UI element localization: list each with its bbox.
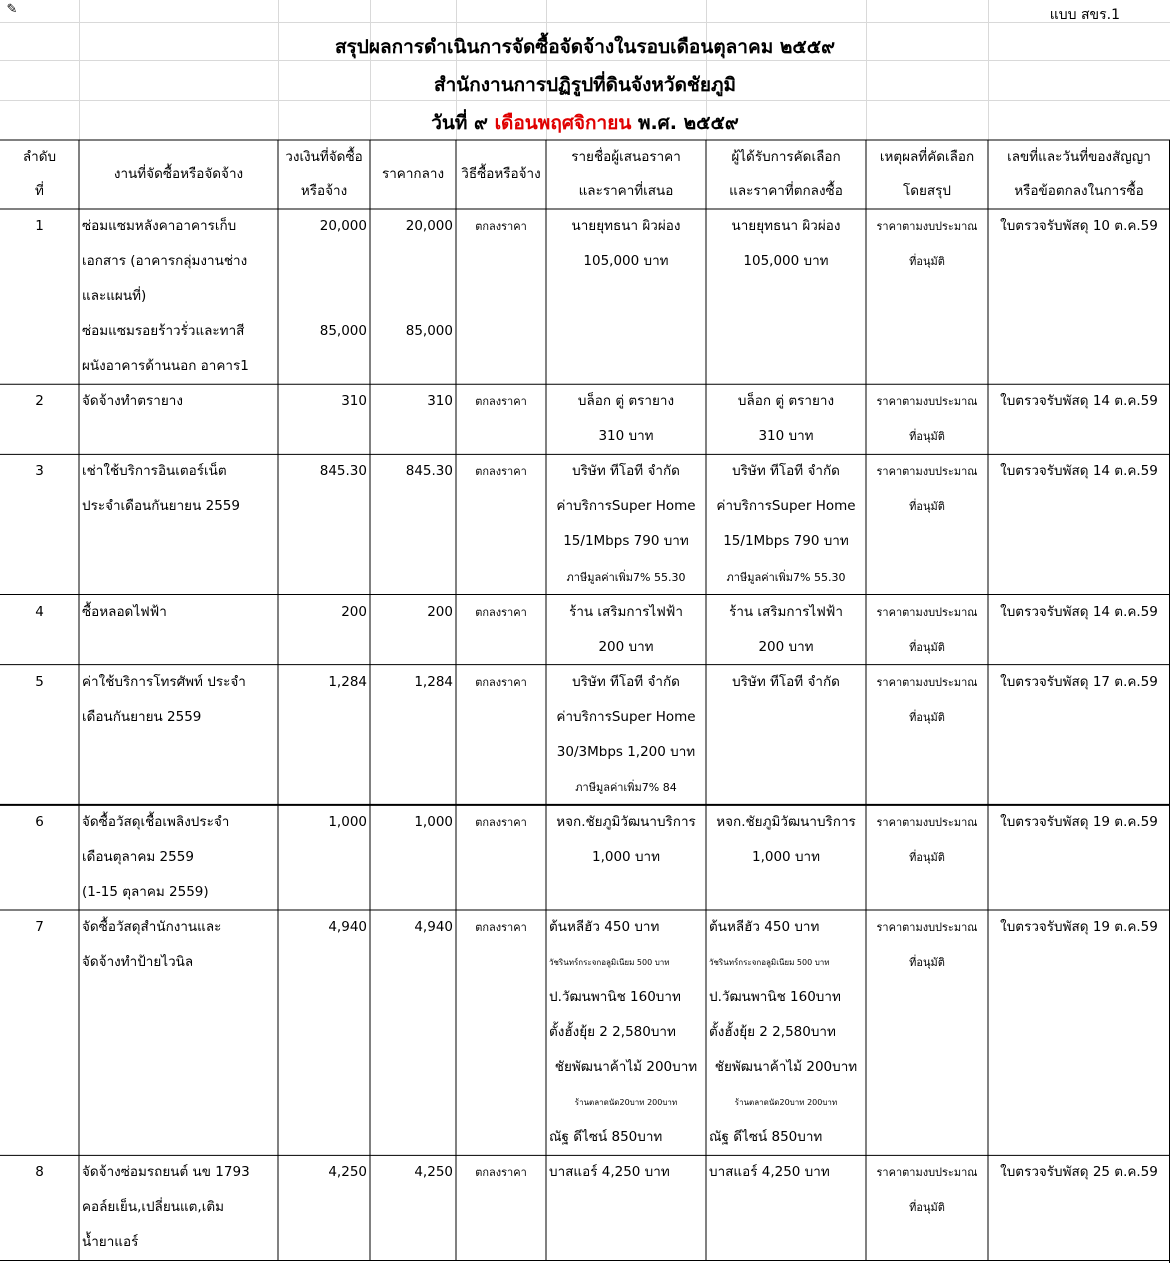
header-method: วิธีซื้อหรือจ้าง — [461, 166, 541, 182]
header-contract: หรือข้อตกลงในการซื้อ — [1014, 183, 1144, 199]
procurement-method: ตกลงราคา — [475, 220, 527, 233]
selection-reason: ราคาตามงบประมาณ — [876, 220, 978, 233]
contract-reference: ใบตรวจรับพัสดุ 14 ต.ค.59 — [1000, 603, 1158, 620]
work-description: ค่าใช้บริการโทรศัพท์ ประจำ — [82, 673, 246, 690]
procurement-method: ตกลงราคา — [475, 395, 527, 409]
median-price: 4,250 — [414, 1164, 453, 1181]
procurement-method: ตกลงราคา — [475, 921, 527, 934]
median-price: 200 — [427, 603, 453, 620]
bidder-line: บาสแอร์ 4,250 บาท — [549, 1164, 670, 1181]
office-name: สำนักงานการปฏิรูปที่ดินจังหวัดชัยภูมิ — [433, 74, 737, 96]
work-description: จัดซื้อวัสดุเชื้อเพลิงประจำ — [82, 813, 230, 830]
selected-line: 15/1Mbps 790 บาท — [723, 533, 849, 550]
row-number: 2 — [35, 393, 44, 410]
header-no: ที่ — [35, 183, 44, 199]
selection-reason: ราคาตามงบประมาณ — [876, 465, 978, 479]
work-description: ซ่อมแซมรอยร้าวรั่วและทาสี — [82, 323, 245, 340]
contract-reference: ใบตรวจรับพัสดุ 10 ต.ค.59 — [1000, 218, 1158, 234]
median-price: 845.30 — [405, 463, 453, 480]
work-description: จัดจ้างทำป้ายไวนิล — [82, 954, 194, 971]
bidder-line: ค่าบริการSuper Home — [556, 708, 696, 725]
bidder-line: ภาษีมูลค่าเพิ่ม7% 84 — [575, 780, 677, 794]
selected-line: ชัยพัฒนาค้าไม้ 200บาท — [714, 1059, 858, 1076]
bidder-line: 30/3Mbps 1,200 บาท — [556, 743, 696, 760]
work-description: ซื้อหลอดไฟฟ้า — [82, 603, 167, 620]
selected-line: ภาษีมูลค่าเพิ่ม7% 55.30 — [726, 570, 846, 584]
row-number: 6 — [35, 813, 44, 830]
bidder-line: ป.วัฒนพานิช 160บาท — [549, 989, 681, 1006]
selection-reason: ที่อนุมัติ — [909, 430, 945, 444]
work-description: จัดซื้อวัสดุสำนักงานและ — [82, 919, 222, 935]
pencil-note-icon[interactable]: ✎ — [6, 2, 18, 17]
header-no: ลำดับ — [22, 149, 57, 165]
work-description: เดือนตุลาคม 2559 — [82, 848, 194, 865]
work-description: ประจำเดือนกันยายน 2559 — [82, 498, 240, 515]
form-code: แบบ สขร.1 — [1049, 7, 1120, 23]
work-description: และแผนที่) — [82, 288, 147, 305]
median-price: 310 — [427, 393, 453, 410]
median-price: 1,000 — [414, 813, 453, 830]
work-description: จัดจ้างทำตรายาง — [82, 393, 183, 410]
header-bidders: และราคาที่เสนอ — [578, 183, 674, 199]
budget-amount: 4,940 — [328, 919, 367, 935]
work-description: เดือนกันยายน 2559 — [82, 708, 202, 725]
work-description: น้ำยาแอร์ — [82, 1234, 139, 1251]
bidder-line: ต้นหลีฮัว 450 บาท — [549, 919, 660, 935]
bidder-line: วัชรินทร์กระจกอลูมิเนียม 500 บาท — [549, 958, 670, 968]
date-year: พ.ศ. ๒๕๕๙ — [637, 112, 739, 134]
contract-reference: ใบตรวจรับพัสดุ 25 ต.ค.59 — [1000, 1164, 1158, 1181]
bidder-line: 310 บาท — [598, 428, 654, 445]
work-description: คอล์ยเย็น,เปลี่ยนแต,เติม — [82, 1199, 225, 1216]
selection-reason: ราคาตามงบประมาณ — [876, 605, 978, 619]
selected-line: 200 บาท — [758, 638, 814, 655]
bidder-line: ภาษีมูลค่าเพิ่ม7% 55.30 — [566, 570, 686, 584]
selected-line: 105,000 บาท — [743, 253, 829, 270]
procurement-method: ตกลงราคา — [475, 1166, 527, 1180]
median-price: 1,284 — [414, 673, 453, 690]
header-reason: เหตุผลที่คัดเลือก — [879, 149, 975, 165]
procurement-method: ตกลงราคา — [475, 605, 527, 619]
selection-reason: ที่อนุมัติ — [909, 500, 945, 514]
budget-amount: 845.30 — [319, 463, 367, 480]
work-description: เช่าใช้บริการอินเตอร์เน็ต — [82, 463, 227, 480]
median-price: 20,000 — [405, 218, 453, 234]
header-selected: ผู้ได้รับการคัดเลือก — [731, 149, 841, 165]
date-month: เดือนพฤศจิกายน — [494, 112, 632, 134]
selected-line: ป.วัฒนพานิช 160บาท — [709, 989, 841, 1006]
median-price: 4,940 — [414, 919, 453, 935]
bidder-line: 200 บาท — [598, 638, 654, 655]
budget-amount: 200 — [341, 603, 367, 620]
header-budget: หรือจ้าง — [300, 183, 348, 199]
work-description: ผนังอาคารด้านนอก อาคาร1 — [82, 358, 249, 375]
bidder-line: บล็อก ตู่ ตรายาง — [577, 393, 675, 410]
row-number: 8 — [35, 1164, 44, 1181]
work-description: ซ่อมแซมหลังคาอาคารเก็บ — [82, 218, 237, 234]
header-work: งานที่จัดซื้อหรือจัดจ้าง — [113, 166, 244, 182]
bidder-line: ค่าบริการSuper Home — [556, 498, 696, 515]
bidder-line: บริษัท ทีโอที จำกัด — [572, 673, 680, 690]
selected-line: หจก.ชัยภูมิวัฒนาบริการ — [716, 813, 856, 830]
bidder-line: บริษัท ทีโอที จำกัด — [572, 463, 680, 480]
row-number: 5 — [35, 673, 44, 690]
document-title: สรุปผลการดำเนินการจัดซื้อจัดจ้างในรอบเดือนตุลาคม ๒๕๕๙ — [334, 36, 836, 58]
bidder-line: หจก.ชัยภูมิวัฒนาบริการ — [556, 813, 696, 830]
median-price: 85,000 — [405, 323, 453, 340]
selection-reason: ที่อนุมัติ — [909, 255, 945, 269]
selected-line: บริษัท ทีโอที จำกัด — [732, 673, 840, 690]
procurement-method: ตกลงราคา — [475, 465, 527, 479]
selection-reason: ราคาตามงบประมาณ — [876, 921, 978, 934]
budget-amount: 310 — [341, 393, 367, 410]
contract-reference: ใบตรวจรับพัสดุ 17 ต.ค.59 — [1000, 673, 1158, 690]
bidder-line: 105,000 บาท — [583, 253, 669, 270]
selection-reason: ราคาตามงบประมาณ — [876, 675, 978, 689]
selected-line: ร้านตลาดนัด20บาท 200บาท — [734, 1098, 838, 1108]
header-reason: โดยสรุป — [903, 183, 951, 199]
row-number: 3 — [35, 463, 44, 480]
bidder-line: นายยุทธนา ผิวผ่อง — [571, 218, 681, 234]
selection-reason: ที่อนุมัติ — [909, 640, 945, 654]
bidder-line: ร้าน เสริมการไฟฟ้า — [569, 603, 683, 620]
selected-line: 1,000 บาท — [752, 848, 820, 865]
selected-line: ค่าบริการSuper Home — [716, 498, 856, 515]
selected-line: วัชรินทร์กระจกอลูมิเนียม 500 บาท — [709, 958, 830, 968]
work-description: เอกสาร (อาคารกลุ่มงานช่าง — [82, 253, 248, 270]
bidder-line: 15/1Mbps 790 บาท — [563, 533, 689, 550]
header-bidders: รายชื่อผู้เสนอราคา — [571, 149, 681, 165]
header-budget: วงเงินที่จัดซื้อ — [285, 149, 363, 165]
budget-amount: 85,000 — [319, 323, 367, 340]
work-description: (1-15 ตุลาคม 2559) — [82, 883, 209, 900]
header-selected: และราคาที่ตกลงซื้อ — [729, 183, 843, 199]
selection-reason: ที่อนุมัติ — [909, 710, 945, 724]
budget-amount: 1,284 — [328, 673, 367, 690]
selection-reason: ราคาตามงบประมาณ — [876, 1166, 978, 1180]
bidder-line: ตั้งฮั้งยุ้ย 2 2,580บาท — [549, 1024, 676, 1041]
selection-reason: ราคาตามงบประมาณ — [876, 395, 978, 409]
bidder-line: 1,000 บาท — [592, 848, 660, 865]
contract-reference: ใบตรวจรับพัสดุ 14 ต.ค.59 — [1000, 393, 1158, 410]
budget-amount: 4,250 — [328, 1164, 367, 1181]
selected-line: บาสแอร์ 4,250 บาท — [709, 1164, 830, 1181]
selected-line: บล็อก ตู่ ตรายาง — [737, 393, 835, 410]
selection-reason: ราคาตามงบประมาณ — [876, 815, 978, 829]
procurement-method: ตกลงราคา — [475, 815, 527, 829]
bidder-line: ร้านตลาดนัด20บาท 200บาท — [574, 1098, 678, 1108]
header-contract: เลขที่และวันที่ของสัญญา — [1007, 149, 1151, 165]
selected-line: ตั้งฮั้งยุ้ย 2 2,580บาท — [709, 1024, 836, 1041]
selected-line: นายยุทธนา ผิวผ่อง — [731, 218, 841, 234]
selection-reason: ที่อนุมัติ — [909, 1201, 945, 1215]
contract-reference: ใบตรวจรับพัสดุ 19 ต.ค.59 — [1000, 919, 1158, 935]
row-number: 1 — [35, 218, 44, 234]
selected-line: 310 บาท — [758, 428, 814, 445]
selected-line: ต้นหลีฮัว 450 บาท — [709, 919, 820, 935]
bidder-line: ชัยพัฒนาค้าไม้ 200บาท — [554, 1059, 698, 1076]
procurement-method: ตกลงราคา — [475, 675, 527, 689]
bidder-line: ณัฐ ดีไซน์ 850บาท — [549, 1129, 663, 1146]
selection-reason: ที่อนุมัติ — [909, 850, 945, 864]
date-day: วันที่ ๙ — [431, 112, 488, 134]
budget-amount: 20,000 — [319, 218, 367, 234]
selected-line: บริษัท ทีโอที จำกัด — [732, 463, 840, 480]
selected-line: ร้าน เสริมการไฟฟ้า — [729, 603, 843, 620]
contract-reference: ใบตรวจรับพัสดุ 14 ต.ค.59 — [1000, 463, 1158, 480]
selected-line: ณัฐ ดีไซน์ 850บาท — [709, 1129, 823, 1146]
header-median-price: ราคากลาง — [381, 166, 445, 182]
budget-amount: 1,000 — [328, 813, 367, 830]
selection-reason: ที่อนุมัติ — [909, 956, 945, 970]
row-number: 7 — [35, 919, 44, 935]
work-description: จัดจ้างซ่อมรถยนต์ นข 1793 — [82, 1164, 250, 1181]
contract-reference: ใบตรวจรับพัสดุ 19 ต.ค.59 — [1000, 813, 1158, 830]
row-number: 4 — [35, 603, 44, 620]
